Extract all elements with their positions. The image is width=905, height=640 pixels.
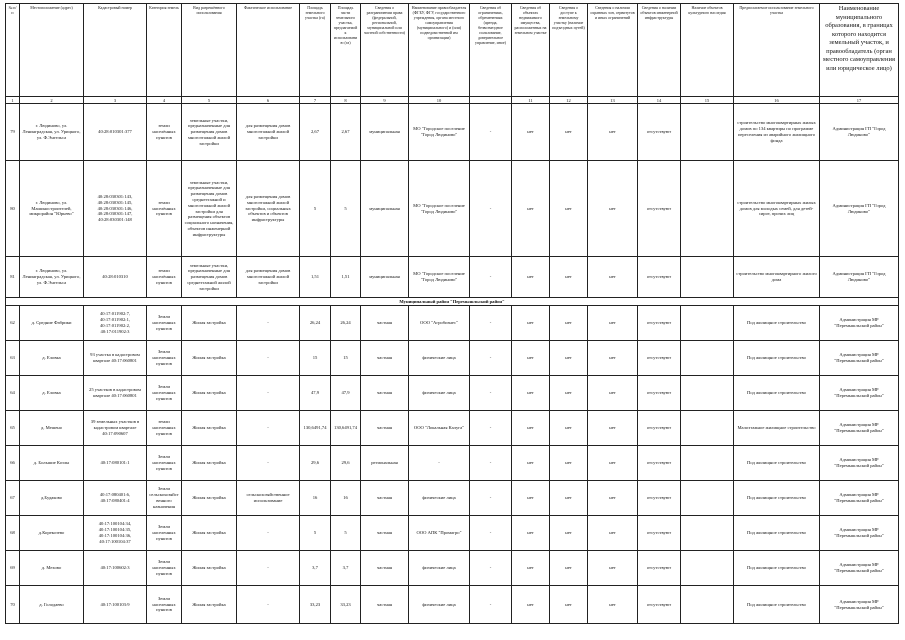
permitted-use-cell: Жилая застройка [182, 411, 237, 446]
cadastral-cell: 39 земельных участков в кадастровом квартале 40:17:090607 [84, 411, 147, 446]
category-cell: Земли населенных пунктов [147, 516, 182, 551]
table-row [6, 306, 899, 341]
proposed-use-cell: Под жилищное строительство [734, 586, 820, 624]
category-cell: земли населённых пунктов [147, 104, 182, 161]
heritage-cell [681, 376, 734, 411]
section-row [6, 298, 899, 306]
holder-cell: физические лица [409, 341, 470, 376]
table-row [6, 551, 899, 586]
area-part-cell: 26,24 [331, 306, 361, 341]
cadastral-cell: 40:17:080401:6, 40:17:080401:4 [84, 481, 147, 516]
municipality-cell: Администрация МР "Перемышльский район" [820, 516, 899, 551]
header-cell: Кадастровый номер [84, 4, 147, 97]
address-cell: д. Большие Козлы [20, 446, 84, 481]
header-cell: Сведения о наличии охранных зон, сервитутов и иных ограничений [588, 4, 638, 97]
row-number: 64 [6, 376, 20, 411]
column-number: 8 [331, 97, 361, 104]
heritage-cell [681, 257, 734, 298]
objects-cell: нет [512, 551, 550, 586]
area-part-cell: 29,6 [331, 446, 361, 481]
actual-use-cell: для размещения домов многоэтажной жилой застройки, социальных объектов и объектов инфраструктуры [237, 161, 300, 257]
ownership-cell: частная [361, 586, 409, 624]
header-cell: Местоположение (адрес) [20, 4, 84, 97]
infrastructure-cell: отсутствуют [638, 446, 681, 481]
address-cell: д.Будаково [20, 481, 84, 516]
column-number: 12 [550, 97, 588, 104]
row-number: 79 [6, 104, 20, 161]
section-title: Муниципальный район "Перемышльский район" [6, 298, 899, 306]
proposed-use-cell: Малоэтажное жилищное строительство [734, 411, 820, 446]
holder-cell: физические лица [409, 586, 470, 624]
heritage-cell [681, 411, 734, 446]
address-cell: д. Мешено [20, 411, 84, 446]
ownership-cell: частная [361, 341, 409, 376]
encumbrance-cell: - [470, 376, 512, 411]
heritage-cell [681, 161, 734, 257]
actual-use-cell: - [237, 551, 300, 586]
column-number: 10 [409, 97, 470, 104]
access-cell: нет [550, 551, 588, 586]
cadastral-cell: 40:28:030301:143, 40:28:030301:145, 40:28:030301:146, 40:28:030301:147, 40:28:030301:148 [84, 161, 147, 257]
column-number: 7 [300, 97, 331, 104]
cadastral-cell: 40:17:100104:34, 40:17:100104:35, 40:17:100104:36, 40:17:100104:37 [84, 516, 147, 551]
access-cell: нет [550, 104, 588, 161]
access-cell: нет [550, 161, 588, 257]
header-cell: Площадь земельного участка (га) [300, 4, 331, 97]
header-cell: Наименование муниципального образования, в границах которого находится земельный участок, и правообладатель (орган местного самоуправления или юридическое лицо) [820, 4, 899, 97]
header-cell: № п/п [6, 4, 20, 97]
cadastral-cell: 40:17:100103:9 [84, 586, 147, 624]
permitted-use-cell: земельные участки, предназначенные для размещения домов многоэтажной жилой застройки [182, 104, 237, 161]
heritage-cell [681, 481, 734, 516]
permitted-use-cell: Жилая застройка [182, 376, 237, 411]
permitted-use-cell: Жилая застройка [182, 341, 237, 376]
heritage-cell [681, 551, 734, 586]
address-cell: д. Мехово [20, 551, 84, 586]
table-row [6, 161, 899, 257]
ownership-cell: частная [361, 411, 409, 446]
column-number: 1 [6, 97, 20, 104]
cadastral-cell: 40:28:010310 [84, 257, 147, 298]
row-number: 68 [6, 516, 20, 551]
table-row [6, 446, 899, 481]
access-cell: нет [550, 411, 588, 446]
area-cell: 5 [300, 516, 331, 551]
column-number: 2 [20, 97, 84, 104]
header-row [6, 4, 899, 97]
proposed-use-cell: Под жилищное строительство [734, 481, 820, 516]
ownership-cell: частная [361, 306, 409, 341]
area-cell: 2,67 [300, 104, 331, 161]
column-number: 9 [361, 97, 409, 104]
access-cell: нет [550, 306, 588, 341]
objects-cell: нет [512, 104, 550, 161]
actual-use-cell: - [237, 586, 300, 624]
column-number [470, 97, 512, 104]
zones-cell: нет [588, 257, 638, 298]
zones-cell: нет [588, 104, 638, 161]
area-cell: 5 [300, 161, 331, 257]
heritage-cell [681, 104, 734, 161]
column-number: 13 [588, 97, 638, 104]
area-part-cell: 33,23 [331, 586, 361, 624]
column-number: 14 [638, 97, 681, 104]
address-cell: д. Голодаево [20, 586, 84, 624]
proposed-use-cell: строительство многоквартирного жилого дома [734, 257, 820, 298]
column-number: 15 [681, 97, 734, 104]
permitted-use-cell: Жилая застройка [182, 481, 237, 516]
municipality-cell: Администрация МР "Перемышльский район" [820, 586, 899, 624]
ownership-cell: муниципальная [361, 257, 409, 298]
holder-cell: физические лица [409, 376, 470, 411]
municipality-cell: Администрация МР "Перемышльский район" [820, 341, 899, 376]
encumbrance-cell: - [470, 161, 512, 257]
ownership-cell: региональная [361, 446, 409, 481]
actual-use-cell: - [237, 341, 300, 376]
category-cell: Земли населенных пунктов [147, 446, 182, 481]
actual-use-cell: - [237, 306, 300, 341]
header-cell: Площадь части земельного участка, предлагаемой к использованию (га) [331, 4, 361, 97]
category-cell: Земли населенных пунктов [147, 341, 182, 376]
encumbrance-cell: - [470, 551, 512, 586]
heritage-cell [681, 516, 734, 551]
header-cell: Сведения о доступе к земельному участку (наличие подъездных путей) [550, 4, 588, 97]
area-part-cell: 47,9 [331, 376, 361, 411]
header-cell: Сведения об объектах недвижимого имущества, расположенных на земельном участке [512, 4, 550, 97]
zones-cell: нет [588, 446, 638, 481]
objects-cell: нет [512, 481, 550, 516]
area-part-cell: 15 [331, 341, 361, 376]
encumbrance-cell: - [470, 516, 512, 551]
table-row [6, 411, 899, 446]
category-cell: земли населенных пунктов [147, 411, 182, 446]
row-number: 67 [6, 481, 20, 516]
header-cell: Сведения о наличии объектов инженерной инфраструктуры [638, 4, 681, 97]
actual-use-cell: - [237, 516, 300, 551]
table-row [6, 516, 899, 551]
objects-cell: нет [512, 446, 550, 481]
category-cell: Земли населенных пунктов [147, 306, 182, 341]
infrastructure-cell: отсутствуют [638, 257, 681, 298]
permitted-use-cell: Жилая застройка [182, 516, 237, 551]
column-number: 16 [734, 97, 820, 104]
ownership-cell: частная [361, 551, 409, 586]
zones-cell: нет [588, 516, 638, 551]
column-number: 11 [512, 97, 550, 104]
table-row [6, 104, 899, 161]
infrastructure-cell: отсутствуют [638, 551, 681, 586]
holder-cell: МО "Городское поселение "Город Людиново" [409, 104, 470, 161]
proposed-use-cell: Под жилищное строительство [734, 376, 820, 411]
ownership-cell: частная [361, 481, 409, 516]
objects-cell: нет [512, 161, 550, 257]
ownership-cell: частная [361, 516, 409, 551]
area-cell: 33,23 [300, 586, 331, 624]
land-plots-register-table [5, 3, 899, 624]
permitted-use-cell: земельные участки, предназначенные для размещения домов среднеэтажной и многоэтажной жилой застройки для размещения объектов социального назначения, объектов инженерной инфраструктуры [182, 161, 237, 257]
address-cell: д. Еловка [20, 341, 84, 376]
encumbrance-cell: - [470, 446, 512, 481]
actual-use-cell: для размещения домов многоэтажной жилой застройки [237, 104, 300, 161]
table-row [6, 586, 899, 624]
area-part-cell: 3,7 [331, 551, 361, 586]
table-row [6, 257, 899, 298]
area-cell: 16 [300, 481, 331, 516]
holder-cell: МО "Городское поселение "Город Людиново" [409, 161, 470, 257]
encumbrance-cell: - [470, 411, 512, 446]
zones-cell: нет [588, 411, 638, 446]
objects-cell: нет [512, 376, 550, 411]
objects-cell: нет [512, 516, 550, 551]
actual-use-cell: - [237, 411, 300, 446]
category-cell: Земли населенных пунктов [147, 376, 182, 411]
category-cell: земли населённых пунктов [147, 161, 182, 257]
actual-use-cell: - [237, 376, 300, 411]
municipality-cell: Администрация МР "Перемышльский район" [820, 411, 899, 446]
cadastral-cell: 40:17:080101:1 [84, 446, 147, 481]
holder-cell: МО "Городское поселение "Город Людиново" [409, 257, 470, 298]
encumbrance-cell: - [470, 586, 512, 624]
objects-cell: нет [512, 411, 550, 446]
category-cell: земли населённых пунктов [147, 257, 182, 298]
area-cell: 3,7 [300, 551, 331, 586]
municipality-cell: Администрация МР "Перемышльский район" [820, 306, 899, 341]
objects-cell: нет [512, 257, 550, 298]
row-number: 66 [6, 446, 20, 481]
holder-cell: ООО "Локальная Калуга" [409, 411, 470, 446]
cadastral-cell: 40:17:011902:7, 40:17:011902:1, 40:17:011902:2, 40:17:011902:3 [84, 306, 147, 341]
access-cell: нет [550, 257, 588, 298]
category-cell: Земли населенных пунктов [147, 551, 182, 586]
holder-cell: физические лица [409, 481, 470, 516]
table-row [6, 341, 899, 376]
row-number: 65 [6, 411, 20, 446]
row-number: 69 [6, 551, 20, 586]
area-cell: 47,9 [300, 376, 331, 411]
category-cell: Земли населенных пунктов [147, 586, 182, 624]
access-cell: нет [550, 446, 588, 481]
perem-district-rows [6, 306, 899, 624]
permitted-use-cell: Жилая застройка [182, 551, 237, 586]
area-part-cell: 130,6491,74 [331, 411, 361, 446]
area-cell: 26,24 [300, 306, 331, 341]
zones-cell: нет [588, 551, 638, 586]
zones-cell: нет [588, 586, 638, 624]
row-number: 80 [6, 161, 20, 257]
header-cell: Сведения об ограничениях, обременениях (аренда, безвозмездное пользование, доверительное управление, иное) [470, 4, 512, 97]
municipality-cell: Администрация ГП "Город Людиново" [820, 161, 899, 257]
proposed-use-cell: Под жилищное строительство [734, 446, 820, 481]
access-cell: нет [550, 376, 588, 411]
encumbrance-cell: - [470, 257, 512, 298]
zones-cell: нет [588, 306, 638, 341]
area-part-cell: 5 [331, 161, 361, 257]
ownership-cell: муниципальная [361, 104, 409, 161]
holder-cell: физические лица [409, 551, 470, 586]
column-number-row [6, 97, 899, 104]
heritage-cell [681, 446, 734, 481]
column-number: 6 [237, 97, 300, 104]
cadastral-cell: 93 участка в кадастровом квартале 40:17:060801 [84, 341, 147, 376]
area-cell: 1,51 [300, 257, 331, 298]
table-row [6, 376, 899, 411]
holder-cell: ООО "Агробизнес" [409, 306, 470, 341]
actual-use-cell: сельскохозяйственное использование [237, 481, 300, 516]
access-cell: нет [550, 341, 588, 376]
address-cell: д. Еловка [20, 376, 84, 411]
infrastructure-cell: отсутствуют [638, 376, 681, 411]
municipality-cell: Администрация МР "Перемышльский район" [820, 446, 899, 481]
proposed-use-cell: Под жилищное строительство [734, 551, 820, 586]
encumbrance-cell: - [470, 481, 512, 516]
proposed-use-cell: Под жилищное строительство [734, 306, 820, 341]
cadastral-cell: 40:17:100602:3 [84, 551, 147, 586]
encumbrance-cell: - [470, 341, 512, 376]
header-cell: Наименование правообладателя (ФГБУ, ФГУ, государственного учреждения, органа местного самоуправления (муниципального) и (или) подведомственной им организации) [409, 4, 470, 97]
row-number: 81 [6, 257, 20, 298]
proposed-use-cell: строительство многоквартирных жилых домов по 134 квартиры по программе переселения из аварийного жилищного фонда [734, 104, 820, 161]
proposed-use-cell: Под жилищное строительство [734, 516, 820, 551]
cadastral-cell: 25 участков в кадастровом квартале 40:17:060801 [84, 376, 147, 411]
zones-cell: нет [588, 341, 638, 376]
row-number: 70 [6, 586, 20, 624]
area-part-cell: 16 [331, 481, 361, 516]
access-cell: нет [550, 481, 588, 516]
row-number: 63 [6, 341, 20, 376]
column-number: 17 [820, 97, 899, 104]
infrastructure-cell: отсутствуют [638, 104, 681, 161]
infrastructure-cell: отсутствуют [638, 306, 681, 341]
municipality-cell: Администрация МР "Перемышльский район" [820, 376, 899, 411]
area-cell: 15 [300, 341, 331, 376]
address-cell: д. Средние Фабрики [20, 306, 84, 341]
municipality-cell: Администрация ГП "Город Людиново" [820, 257, 899, 298]
column-number: 3 [84, 97, 147, 104]
proposed-use-cell: Под жилищное строительство [734, 341, 820, 376]
category-cell: Земли сельскохозяйственного назначения [147, 481, 182, 516]
objects-cell: нет [512, 586, 550, 624]
permitted-use-cell: земельные участки, предназначенные для размещения домов среднеэтажной жилой застройки [182, 257, 237, 298]
permitted-use-cell: Жилая застройка [182, 586, 237, 624]
area-part-cell: 5 [331, 516, 361, 551]
heritage-cell [681, 306, 734, 341]
ownership-cell: муниципальная [361, 161, 409, 257]
table-row [6, 481, 899, 516]
header-cell: Предполагаемое использование земельного участка [734, 4, 820, 97]
infrastructure-cell: отсутствуют [638, 516, 681, 551]
municipality-cell: Администрация МР "Перемышльский район" [820, 551, 899, 586]
area-part-cell: 1,51 [331, 257, 361, 298]
heritage-cell [681, 586, 734, 624]
address-cell: г. Людиново, ул. Машиностроителей, микрорайон "Юрьево" [20, 161, 84, 257]
header-cell: Фактическое использование [237, 4, 300, 97]
header-cell: Сведения о разграничении права (федеральной, региональной, муниципальной или частной собственности) [361, 4, 409, 97]
encumbrance-cell: - [470, 104, 512, 161]
zones-cell: нет [588, 161, 638, 257]
column-number: 4 [147, 97, 182, 104]
encumbrance-cell: - [470, 306, 512, 341]
holder-cell: ООО АПК "Промагро" [409, 516, 470, 551]
area-cell: 29,6 [300, 446, 331, 481]
header-cell: Вид разрешённого использования [182, 4, 237, 97]
municipality-cell: Администрация МР "Перемышльский район" [820, 481, 899, 516]
actual-use-cell: - [237, 446, 300, 481]
actual-use-cell: для размещения домов многоэтажной жилой застройки [237, 257, 300, 298]
ownership-cell: частная [361, 376, 409, 411]
area-part-cell: 2,67 [331, 104, 361, 161]
infrastructure-cell: отсутствуют [638, 161, 681, 257]
infrastructure-cell: отсутствуют [638, 411, 681, 446]
heritage-cell [681, 341, 734, 376]
objects-cell: нет [512, 306, 550, 341]
zones-cell: нет [588, 481, 638, 516]
access-cell: нет [550, 586, 588, 624]
address-cell: д.Корекозево [20, 516, 84, 551]
infrastructure-cell: отсутствуют [638, 481, 681, 516]
header-cell: Категория земель [147, 4, 182, 97]
infrastructure-cell: отсутствуют [638, 341, 681, 376]
permitted-use-cell: Жилая застройка [182, 306, 237, 341]
column-number: 5 [182, 97, 237, 104]
municipality-cell: Администрация ГП "Город Людиново" [820, 104, 899, 161]
zones-cell: нет [588, 376, 638, 411]
cadastral-cell: 40:28:010301:377 [84, 104, 147, 161]
holder-cell: - [409, 446, 470, 481]
address-cell: г. Людиново, ул. Ленинградская, ул. Урицкого, ул. Ф.Энгельса [20, 104, 84, 161]
objects-cell: нет [512, 341, 550, 376]
proposed-use-cell: строительство многоквартирных жилых домов для молодых семей, для детей-сирот, прочих лиц [734, 161, 820, 257]
permitted-use-cell: Жилая застройка [182, 446, 237, 481]
header-cell: Наличие объектов культурного наследия [681, 4, 734, 97]
address-cell: г. Людиново, ул. Ленинградская, ул. Урицкого, ул. Ф.Энгельса [20, 257, 84, 298]
access-cell: нет [550, 516, 588, 551]
row-number: 62 [6, 306, 20, 341]
infrastructure-cell: отсутствуют [638, 586, 681, 624]
area-cell: 130,6491,74 [300, 411, 331, 446]
